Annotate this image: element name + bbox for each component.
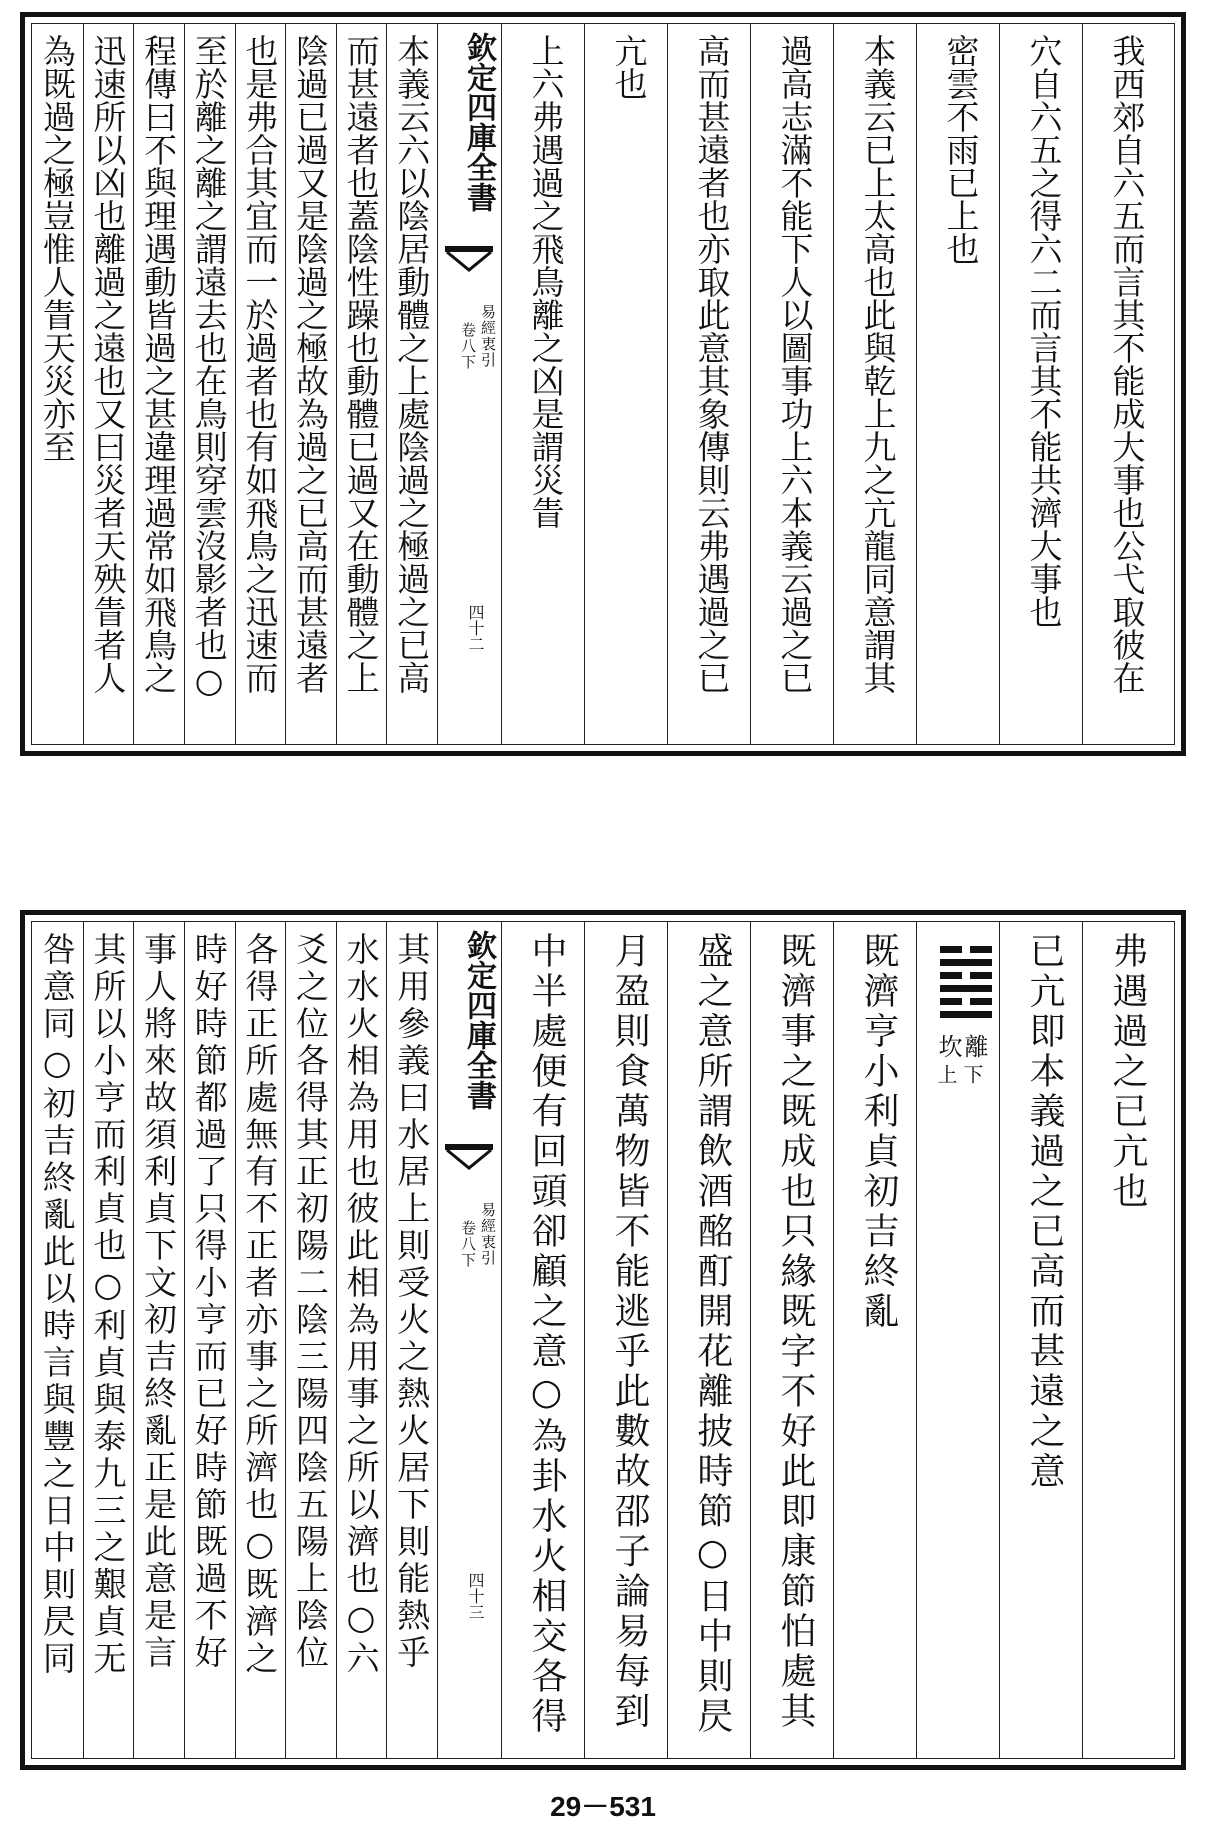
bottom-col-r1: 弗遇過之已亢也 [1107,932,1148,1212]
column-rule [184,24,185,744]
column-text: 程傳曰不與理遇動皆過之甚違理過常如飛鳥之 [139,34,179,694]
top-col-l4 [237,34,284,734]
strip-page-number: 四十二 [466,604,485,652]
column-rule [584,922,585,1758]
trigram-upper-name: 坎 [934,1034,962,1058]
strip-rule [437,24,438,744]
column-rule [584,24,585,744]
column-rule [833,922,834,1758]
column-rule [235,922,236,1758]
trigram-upper-pos: 上 [934,1064,958,1084]
top-col-r8: 上六弗遇過之飛鳥離之凶是謂災眚 [526,34,566,529]
footer-page-number: 29－531 [550,1791,656,1822]
fish-tail-mark-icon [445,246,493,286]
top-col-r7: 亢也 [609,34,649,100]
top-page [20,12,1186,756]
column-text: 爻之位各得其正初陽二陰三陽四陰五陽上陰位 [290,932,330,1672]
top-col-r5: 過高志滿不能下人以圖事功上六本義云過之已 [775,34,815,694]
strip-title: 欽定四庫全書 [461,32,496,212]
strip-page-number: 四十三 [466,1572,485,1620]
bottom-col-r8: 中半處便有回頭卻顧之意○為卦水火相交各得 [526,932,567,1737]
column-rule [285,24,286,744]
bottom-col-l1 [388,932,435,1748]
column-rule [386,24,387,744]
column-rule [916,922,917,1758]
bottom-col-l4 [237,932,284,1748]
top-col-r6: 高而甚遠者也亦取此意其象傳則云弗遇過之已 [692,34,732,694]
column-rule [1082,922,1083,1758]
column-rule [285,922,286,1758]
column-text: 事人將來故須利貞下文初吉終亂正是此意是言 [139,932,179,1672]
top-col-l5 [186,34,233,734]
column-rule [1082,24,1083,744]
bottom-col-r2: 已亢即本義過之已高而甚遠之意 [1024,932,1065,1492]
strip-rule [501,922,502,1758]
strip-title: 欽定四庫全書 [461,930,496,1110]
bottom-col-r6: 盛之意所謂飲酒酩酊開花離披時節○日中則昃 [692,932,733,1737]
column-text: 也是弗合其宜而一於過者也有如飛鳥之迅速而 [240,34,280,694]
strip-volume: 卷八下 [459,322,477,370]
column-rule [235,24,236,744]
bottom-col-l5 [186,932,233,1748]
column-text: 各得正所處無有不正者亦事之所濟也○既濟之 [240,932,280,1678]
column-rule [999,24,1000,744]
top-page-frame [31,23,1175,745]
top-col-l8 [34,34,81,734]
top-col-l2 [338,34,385,734]
column-text: 至於離之離之謂遠去也在鳥則穿雲沒影者也○ [189,34,229,700]
column-rule [667,24,668,744]
strip-book: 易經衷引 [479,1202,497,1266]
column-rule [916,24,917,744]
column-text: 咎意同○初吉終亂此以時言與豐之日中則昃同 [37,932,77,1678]
bottom-col-r7: 月盈則食萬物皆不能逃乎此數故邵子論易每到 [609,932,650,1732]
column-text: 本義云六以陰居動體之上處陰過之極過之已高 [392,34,432,694]
column-text: 其所以小亨而利貞也○利貞與泰九三之艱貞无 [88,932,128,1678]
bottom-col-l6 [135,932,182,1748]
column-rule [184,922,185,1758]
column-text: 其用參義曰水居上則受火之熱火居下則能熱乎 [392,932,432,1672]
column-text: 陰過已過又是陰過之極故為過之已高而甚遠者 [290,34,330,694]
hexagram-cell [916,922,999,1758]
top-col-r3: 密雲不雨已上也 [941,34,981,265]
column-text: 迅速所以凶也離過之遠也又曰災者天殃眚者人 [88,34,128,694]
trigram-lower-pos: 下 [960,1064,984,1084]
strip-volume: 卷八下 [459,1220,477,1268]
fish-tail-mark-icon [445,1144,493,1184]
strip-rule [437,922,438,1758]
top-col-l3 [287,34,334,734]
column-rule [833,24,834,744]
bottom-page-frame [31,921,1175,1759]
bottom-center-strip [437,922,501,1758]
bottom-col-l8 [34,932,81,1748]
strip-rule [501,24,502,744]
column-rule [999,922,1000,1758]
column-rule [83,24,84,744]
column-text: 而甚遠者也蓋陰性躁也動體已過又在動體之上 [341,34,381,694]
column-rule [133,24,134,744]
strip-book: 易經衷引 [479,304,497,368]
column-rule [750,24,751,744]
hexagram-icon [940,946,992,1024]
top-col-l6 [135,34,182,734]
bottom-col-l2 [338,932,385,1748]
column-rule [133,922,134,1758]
column-text: 時好時節都過了只得小亨而已好時節既過不好 [189,932,229,1672]
column-rule [386,922,387,1758]
column-text: 水水火相為用也彼此相為用事之所以濟也○六 [341,932,381,1678]
bottom-col-l3 [287,932,334,1748]
top-col-l1 [388,34,435,734]
top-center-strip [437,24,501,744]
column-rule [336,24,337,744]
top-col-r2: 穴自六五之得六二而言其不能共濟大事也 [1024,34,1064,628]
bottom-page [20,910,1186,1770]
top-col-r4: 本義云已上太高也此與乾上九之亢龍同意謂其 [858,34,898,694]
column-rule [83,922,84,1758]
trigram-lower-name: 離 [960,1034,988,1058]
bottom-col-r4: 既濟亨小利貞初吉終亂 [858,932,899,1332]
column-rule [336,922,337,1758]
top-col-r1: 我西郊自六五而言其不能成大事也公弋取彼在 [1107,34,1147,694]
column-rule [750,922,751,1758]
bottom-col-l7 [85,932,132,1748]
column-text: 為既過之極豈惟人眚天災亦至 [37,34,77,463]
bottom-col-r5: 既濟事之既成也只緣既字不好此即康節怕處其 [775,932,816,1732]
top-col-l7 [85,34,132,734]
column-rule [667,922,668,1758]
